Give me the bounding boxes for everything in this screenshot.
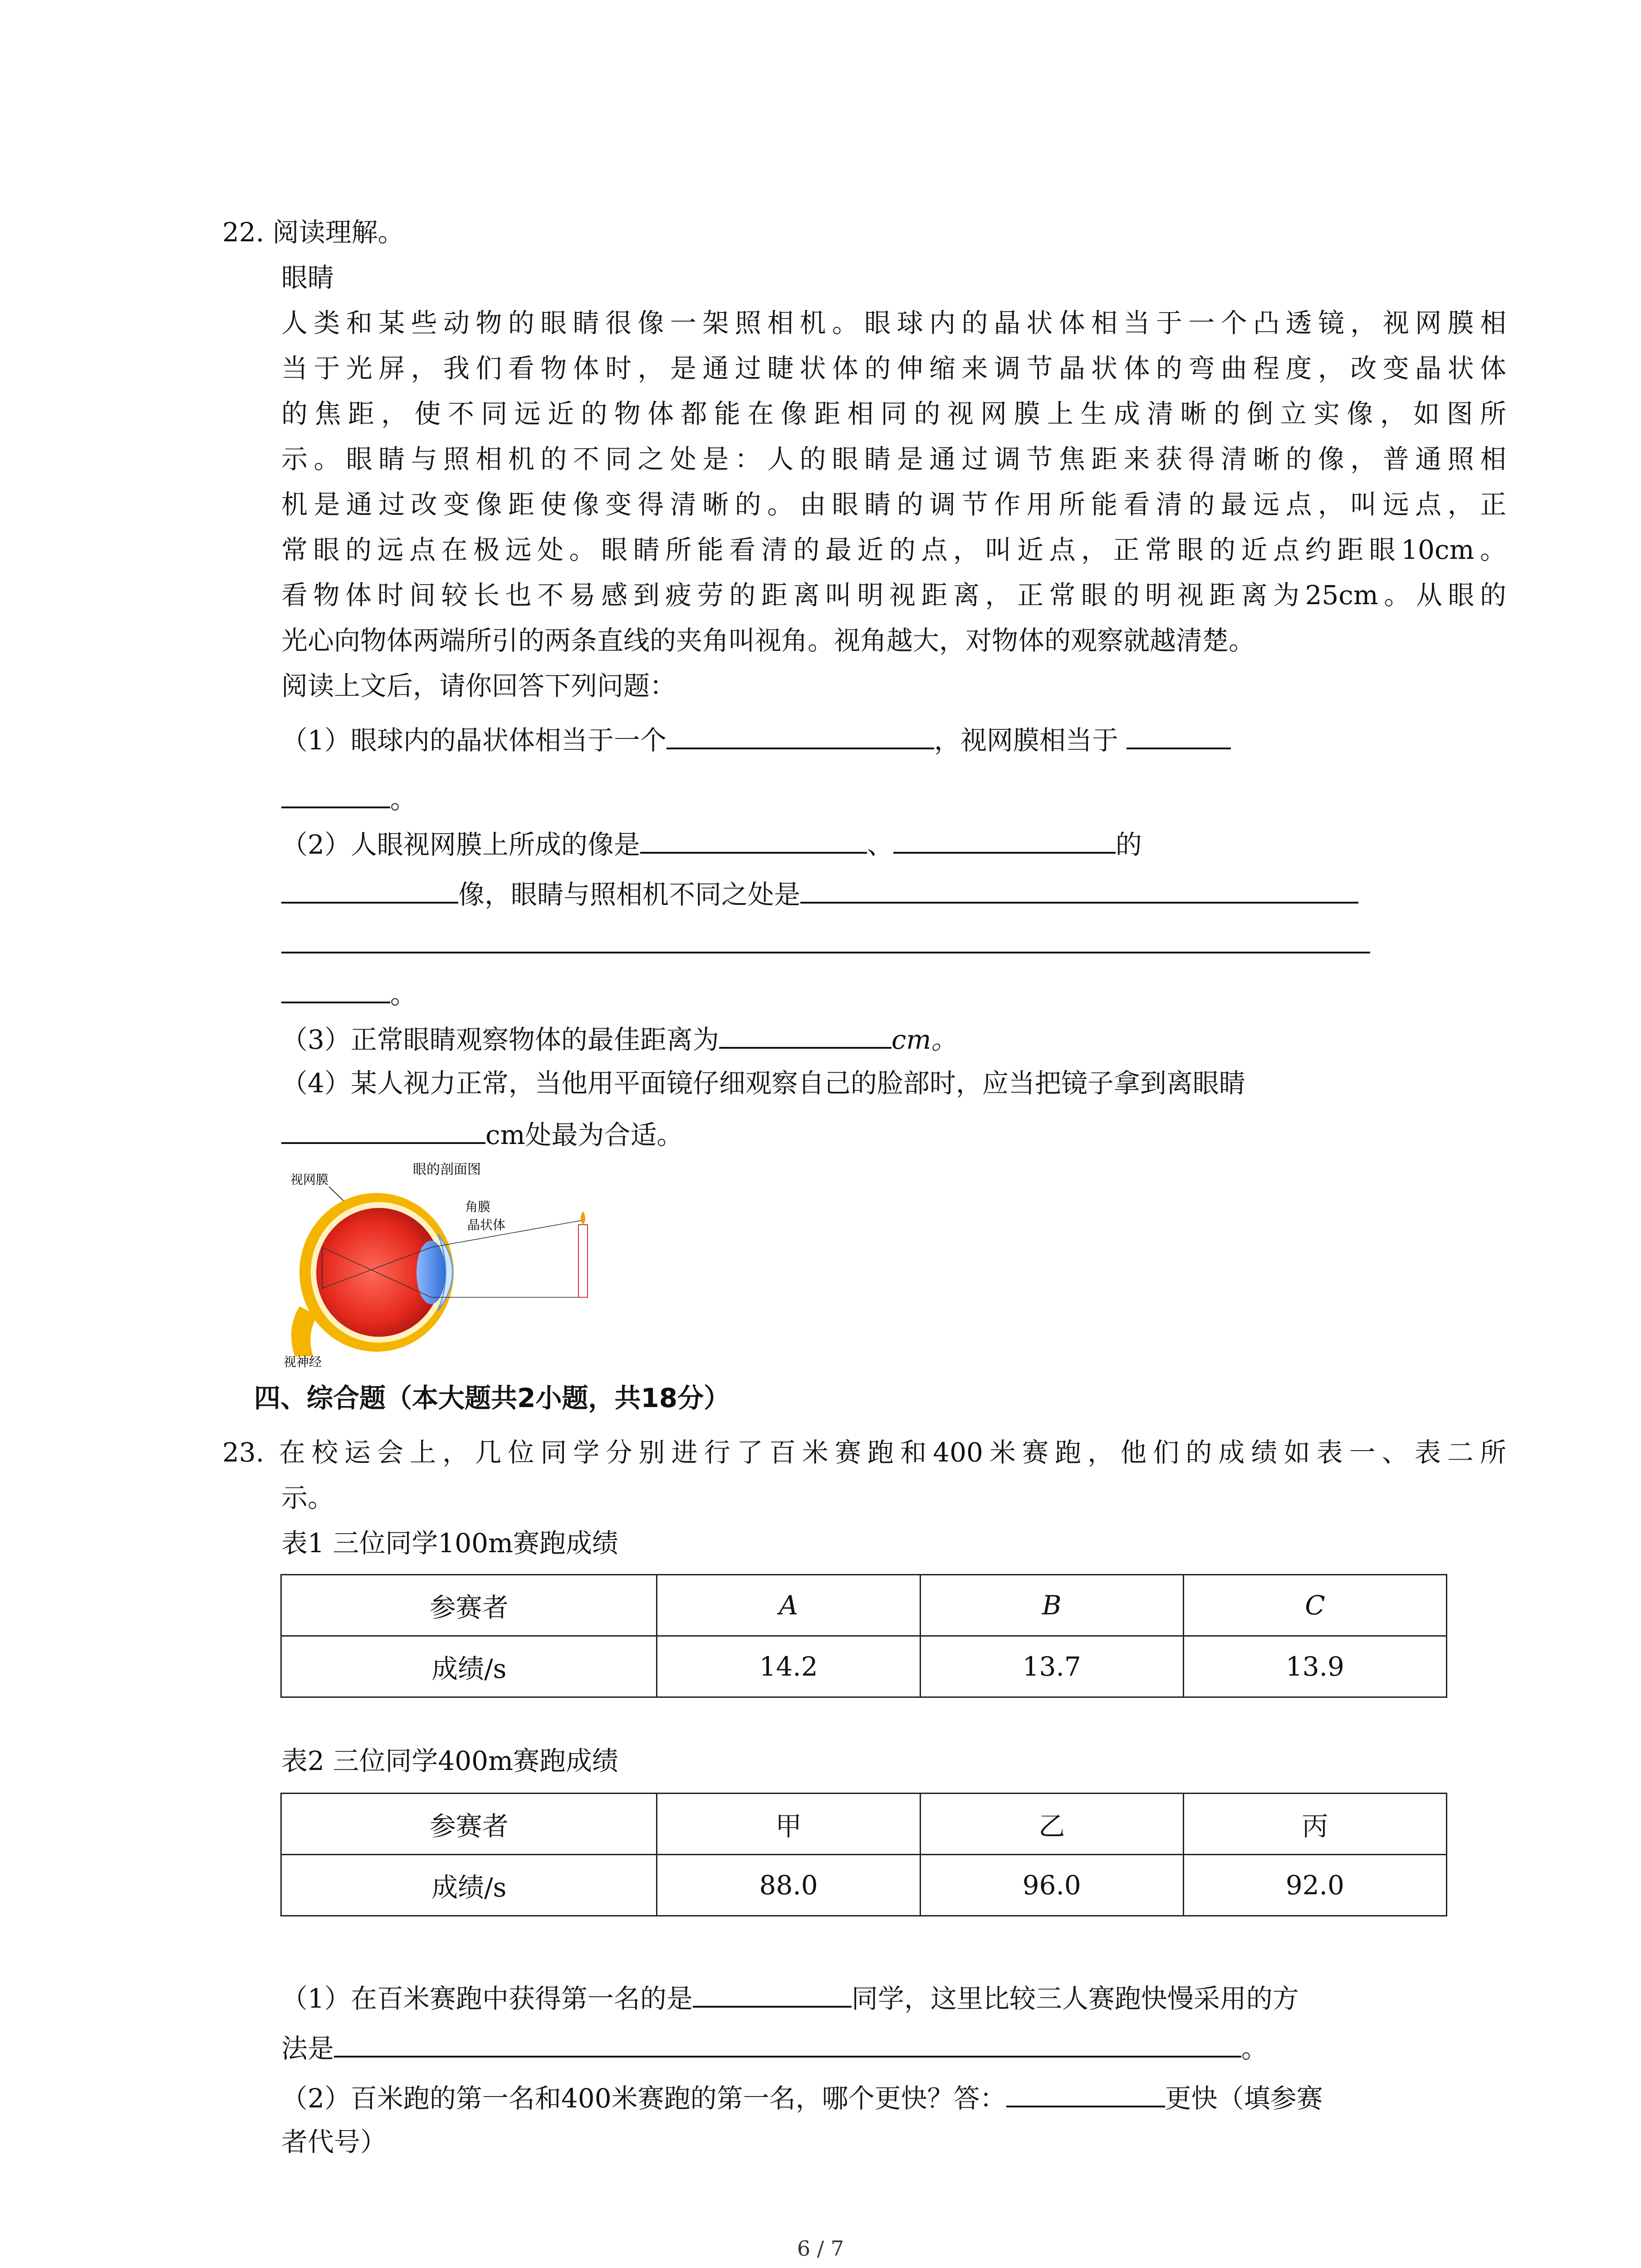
q22-paragraph-line: 人类和某些动物的眼睛很像一架照相机。眼球内的晶状体相当于一个凸透镜，视网膜相: [281, 308, 1506, 338]
table-header-row: [281, 1794, 1447, 1855]
q22-paragraph-line: 看物体时间较长也不易感到疲劳的距离叫明视距离，正常眼的明视距离为25cm。从眼的: [281, 580, 1506, 611]
q22-sub2-long-blank: [281, 924, 1370, 963]
lens-shape: [416, 1241, 446, 1304]
table1-caption: 表1 三位同学100m赛跑成绩: [281, 1528, 619, 1559]
table-cell: 成绩/s: [281, 1855, 657, 1916]
q22-sub2-text2: 的: [1115, 829, 1142, 860]
table-cell: 92.0: [1183, 1855, 1446, 1916]
q22-sub1-cont: [281, 779, 416, 817]
period: 。: [390, 784, 417, 815]
q22-sub4-cont: [281, 1115, 683, 1153]
table-header-cell: 乙: [920, 1794, 1183, 1855]
q22-sub2-cont: [281, 875, 1358, 913]
answer-blank[interactable]: [281, 779, 390, 808]
answer-blank[interactable]: [719, 1020, 892, 1049]
q23-sub1-text: （1）在百米赛跑中获得第一名的是: [281, 1983, 693, 2014]
q23-line1: [222, 1434, 1506, 1471]
optic-nerve-shape: [291, 1306, 318, 1356]
table-cell: 13.7: [920, 1636, 1183, 1697]
table-header-cell: 丙: [1183, 1794, 1446, 1855]
q22-paragraph-line: 示。眼睛与照相机的不同之处是：人的眼睛是通过调节焦距来获得清晰的像，普通照相: [281, 444, 1506, 474]
answer-blank[interactable]: [800, 875, 1358, 904]
q23-sub1: [281, 1979, 1299, 2017]
q22-sub3-text: （3）正常眼睛观察物体的最佳距离为: [281, 1024, 719, 1055]
label-cornea: 角膜: [465, 1199, 491, 1214]
answer-blank[interactable]: [281, 974, 390, 1003]
table-row: [281, 1855, 1447, 1916]
table-cell: 14.2: [657, 1636, 920, 1697]
table-cell: 13.9: [1183, 1636, 1446, 1697]
answer-blank[interactable]: [893, 825, 1116, 854]
q23-sub1-text2: 同学，这里比较三人赛跑快慢采用的方: [851, 1983, 1299, 2014]
q22-heading: [222, 214, 404, 250]
q22-prompt: 阅读上文后，请你回答下列问题：: [281, 670, 676, 701]
q23-sub2-text: （2）百米跑的第一名和400米赛跑的第一名，哪个更快？答：: [281, 2083, 1006, 2114]
q22-sub1-text2: ，视网膜相当于: [934, 725, 1118, 756]
q22-sub3: [281, 1020, 957, 1058]
q22-sub4-text2: cm处最为合适。: [485, 1119, 683, 1150]
table-400m: [280, 1793, 1447, 1916]
table-header-cell: 参赛者: [281, 1794, 657, 1855]
q23-text: 在校运会上，几位同学分别进行了百米赛跑和400米赛跑，他们的成绩如表一、表二所: [279, 1437, 1506, 1468]
candle-object: [578, 1225, 588, 1297]
q22-sub2-text3: 像，眼睛与照相机不同之处是: [458, 879, 801, 910]
q23-line2: 示。: [281, 1482, 334, 1513]
q23-number: 23.: [222, 1437, 265, 1468]
q22-sub2: [281, 825, 1142, 863]
q22-title: 阅读理解。: [272, 217, 404, 248]
q22-sub2-text: （2）人眼视网膜上所成的像是: [281, 829, 640, 860]
label-lens: 晶状体: [467, 1217, 506, 1232]
answer-blank[interactable]: [640, 825, 867, 854]
q23-sub2-text2: 更快（填参赛: [1165, 2083, 1323, 2114]
table-cell: 96.0: [920, 1855, 1183, 1916]
table-cell: 成绩/s: [281, 1636, 657, 1697]
table2-caption: 表2 三位同学400m赛跑成绩: [281, 1745, 619, 1776]
period: 。: [390, 979, 417, 1010]
q22-paragraph-line: 常眼的远点在极远处。眼睛所能看清的最近的点，叫近点，正常眼的近点约距眼10cm。: [281, 534, 1506, 565]
q22-paragraph-line: 的焦距，使不同远近的物体都能在像距相同的视网膜上生成清晰的倒立实像，如图所: [281, 398, 1506, 429]
label-retina: 视网膜: [290, 1172, 329, 1187]
q22-sub1: [281, 720, 1231, 758]
answer-blank[interactable]: [334, 2028, 1241, 2058]
table-cell: 88.0: [657, 1855, 920, 1916]
q22-sub2-end: [281, 974, 416, 1012]
unit-cm: cm。: [891, 1024, 958, 1055]
q23-sub1-text3: 法是: [281, 2033, 334, 2064]
period: 。: [1241, 2033, 1268, 2064]
q23-sub2-cont: 者代号）: [281, 2126, 387, 2157]
answer-blank[interactable]: [1006, 2078, 1165, 2107]
eye-cross-section-figure: [281, 1157, 617, 1370]
q22-sub1-text: （1）眼球内的晶状体相当于一个: [281, 725, 666, 756]
table-row: [281, 1636, 1447, 1697]
table-header-row: [281, 1575, 1447, 1636]
page-number: 6 / 7: [797, 2236, 844, 2261]
table-header-cell: 参赛者: [281, 1575, 657, 1636]
q23-sub2: [281, 2078, 1323, 2116]
table-header-cell: 甲: [657, 1794, 920, 1855]
table-100m: [280, 1574, 1447, 1698]
q22-number: 22.: [222, 217, 265, 248]
q22-paragraph-line: 光心向物体两端所引的两条直线的夹角叫视角。视角越大，对物体的观察就越清楚。: [281, 625, 1255, 656]
label-optic-nerve: 视神经: [284, 1354, 322, 1369]
section-heading: 四、综合题（本大题共2小题，共18分）: [254, 1383, 730, 1413]
q22-paragraph-line: 机是通过改变像距使像变得清晰的。由眼睛的调节作用所能看清的最远点，叫远点，正: [281, 489, 1506, 520]
separator: 、: [867, 829, 893, 860]
answer-blank[interactable]: [281, 875, 458, 904]
candle-flame: [581, 1211, 585, 1225]
table-header-cell: A: [657, 1575, 920, 1636]
q22-paragraph-line: 当于光屏，我们看物体时，是通过睫状体的伸缩来调节晶状体的弯曲程度，改变晶状体: [281, 353, 1506, 384]
answer-blank[interactable]: [1127, 720, 1231, 749]
table-header-cell: C: [1183, 1575, 1446, 1636]
q23-sub1-cont: [281, 2028, 1268, 2067]
q22-sub4: （4）某人视力正常，当他用平面镜仔细观察自己的脸部时，应当把镜子拿到离眼睛: [281, 1068, 1245, 1099]
answer-blank[interactable]: [281, 1115, 485, 1144]
table-header-cell: B: [920, 1575, 1183, 1636]
answer-blank[interactable]: [666, 720, 934, 749]
figure-title: 眼的剖面图: [413, 1162, 481, 1178]
answer-blank[interactable]: [281, 924, 1370, 953]
q22-subtitle: 眼睛: [281, 262, 334, 293]
answer-blank[interactable]: [693, 1979, 852, 2008]
